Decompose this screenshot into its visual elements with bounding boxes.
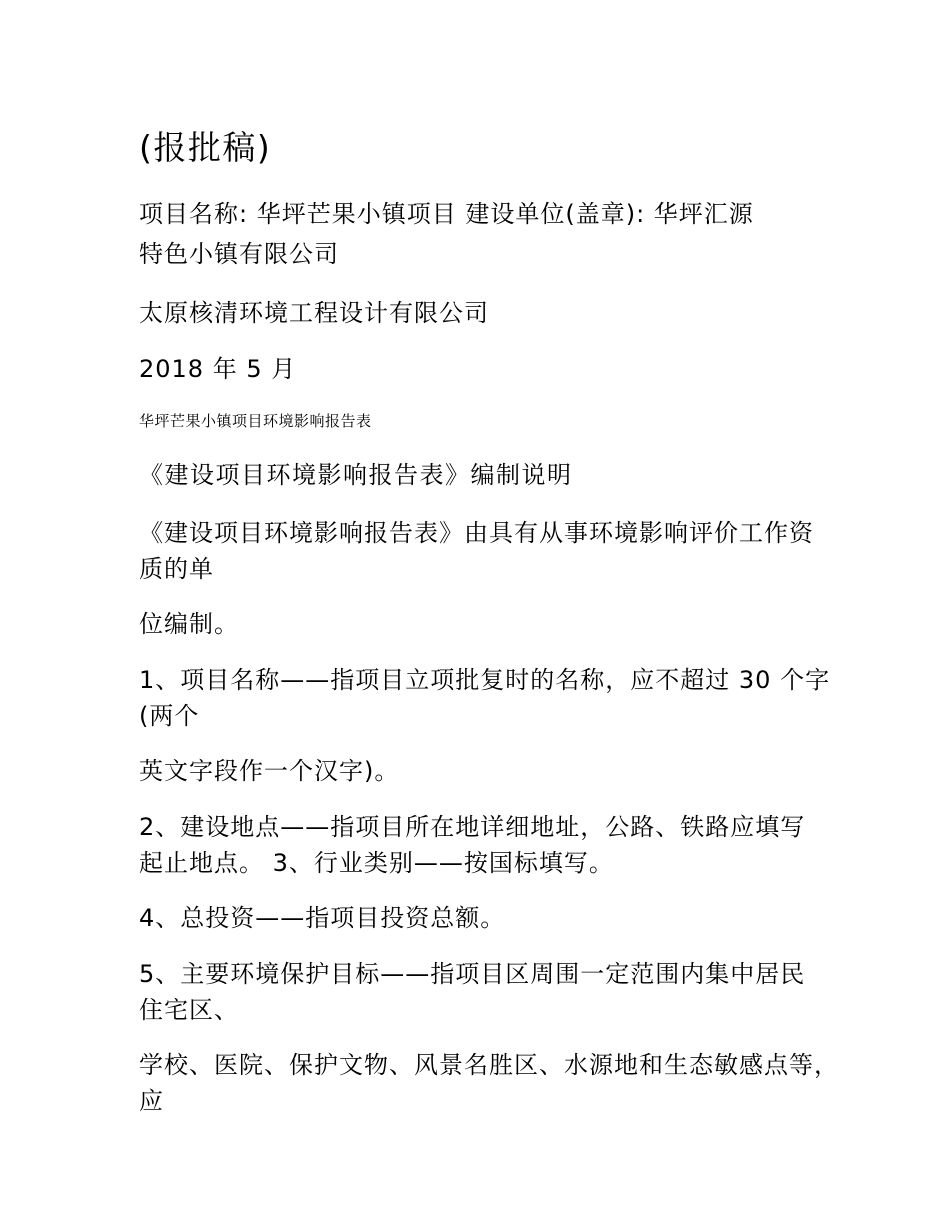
running-header: 华坪芒果小镇项目环境影响报告表 — [139, 412, 372, 430]
draft-label: (报批稿) — [139, 128, 272, 167]
company-name: 太原核清环境工程设计有限公司 — [139, 299, 489, 327]
paragraph-line: 《建设项目环境影响报告表》由具有从事环境影响评价工作资 — [139, 519, 814, 547]
section-title: 《建设项目环境影响报告表》编制说明 — [139, 461, 573, 489]
paragraph-line: 住宅区、 — [139, 996, 239, 1024]
paragraph-line: 质的单 — [139, 555, 214, 583]
paragraph-line: 4、总投资——指项目投资总额。 — [139, 904, 506, 932]
paragraph-line: 1、项目名称——指项目立项批复时的名称，应不超过 30 个字 — [139, 666, 831, 694]
project-info-line-2: 特色小镇有限公司 — [139, 240, 339, 268]
paragraph-line: 起止地点。 3、行业类别——按国标填写。 — [139, 849, 614, 877]
paragraph-line: 位编制。 — [139, 610, 239, 638]
report-date: 2018 年 5 月 — [139, 355, 297, 383]
paragraph-line: 英文字段作一个汉字)。 — [139, 757, 400, 785]
paragraph-line: 2、建设地点——指项目所在地详细地址，公路、铁路应填写 — [139, 813, 806, 841]
paragraph-line: 学校、医院、保护文物、风景名胜区、水源地和生态敏感点等， — [139, 1051, 839, 1079]
paragraph-line: (两个 — [139, 702, 200, 730]
project-info-line-1: 项目名称: 华坪芒果小镇项目 建设单位(盖章): 华坪汇源 — [139, 200, 754, 228]
paragraph-line: 应 — [139, 1087, 164, 1115]
paragraph-line: 5、主要环境保护目标——指项目区周围一定范围内集中居民 — [139, 960, 806, 988]
